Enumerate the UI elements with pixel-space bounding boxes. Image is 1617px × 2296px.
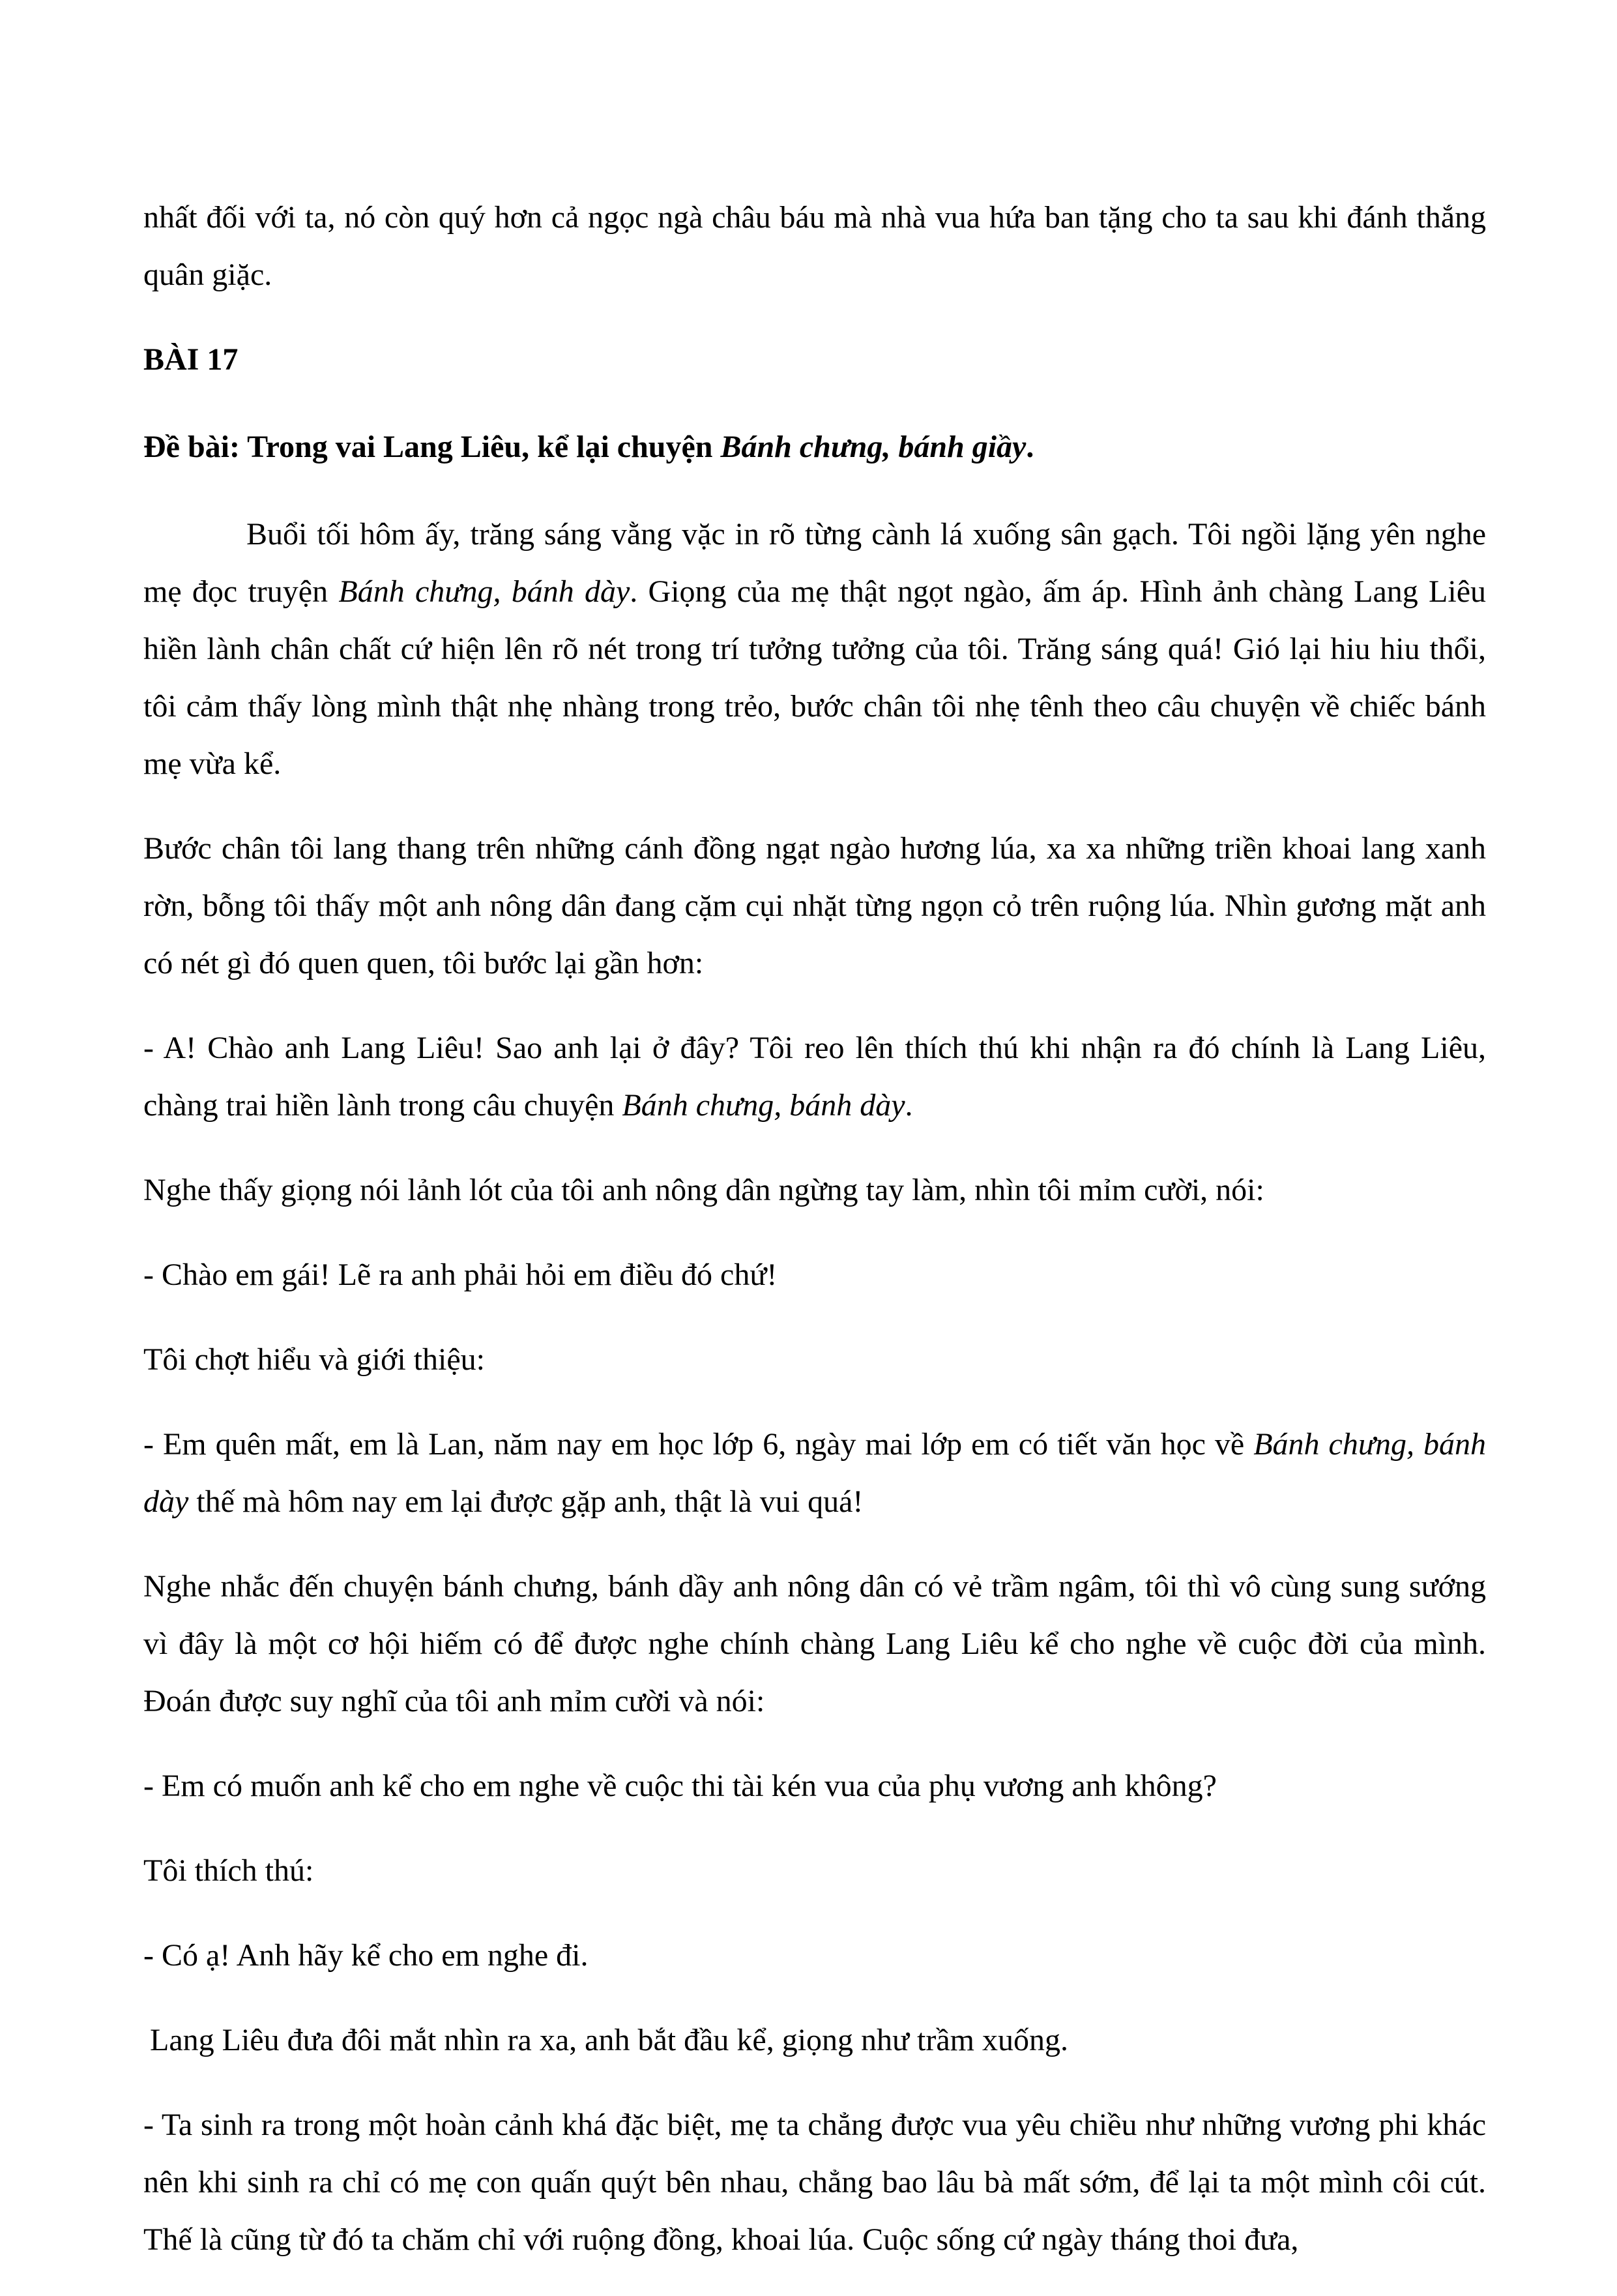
paragraph-story: - Ta sinh ra trong một hoàn cảnh khá đặc biệt, mẹ ta chẳng được vua yêu chiều như những vương phi khác nên khi sinh ra chỉ có mẹ con quấn quýt bên nhau, chẳng bao lâu bà mất sớm, để lại ta một mình côi cút. Thế là cũng từ đó ta chăm chỉ với ruộng đồng, khoai lúa. Cuộc sống cứ ngày tháng thoi đưa, (143, 2108, 1486, 2257)
paragraph-realize: Tôi chợt hiểu và giới thiệu: (143, 1342, 485, 1377)
introduction-text-2: thế mà hôm nay em lại được gặp anh, thật là vui quá! (188, 1484, 864, 1519)
introduction-title: Bánh chưng, bánh dày (143, 1427, 1487, 1519)
paragraph-question: - Em có muốn anh kể cho em nghe về cuộc thi tài kén vua của phụ vương anh không? (143, 1769, 1217, 1803)
introduction-text-1: - Em quên mất, em là Lan, năm nay em học lớp 6, ngày mai lớp em có tiết văn học về (143, 1427, 1254, 1462)
paragraph-fields: Bước chân tôi lang thang trên những cánh đồng ngạt ngào hương lúa, xa xa những triền khoai lang xanh rờn, bỗng tôi thấy một anh nông dân đang cặm cụi nhặt từng ngọn cỏ trên ruộng lúa. Nhìn gương mặt anh có nét gì đó quen quen, tôi bước lại gần hơn: (143, 831, 1486, 980)
paragraph-reply: - Chào em gái! Lẽ ra anh phải hỏi em điều đó chứ! (143, 1258, 778, 1292)
prompt-text: Đề bài: Trong vai Lang Liêu, kể lại chuyện (143, 430, 721, 464)
greeting-text-2: . (905, 1088, 913, 1123)
paragraph-reply-intro: Nghe thấy giọng nói lảnh lót của tôi anh nông dân ngừng tay làm, nhìn tôi mỉm cười, nói: (143, 1173, 1264, 1207)
document-page (143, 189, 1486, 2296)
intro-text-2: . Giọng của mẹ thật ngọt ngào, ấm áp. Hình ảnh chàng Lang Liêu hiền lành chân chất cứ hiện lên rõ nét trong trí tưởng tưởng của tôi. Trăng sáng quá! Gió lại hiu hiu thổi, tôi cảm thấy lòng mình thật nhẹ nhàng trong trẻo, bước chân tôi nhẹ tênh theo câu chuyện về chiếc bánh mẹ vừa kể. (143, 574, 1487, 781)
assignment-prompt (143, 419, 1486, 476)
lesson-heading: BÀI 17 (143, 342, 239, 377)
paragraph-begin-story: Lang Liêu đưa đôi mắt nhìn ra xa, anh bắt đầu kể, giọng như trầm xuống. (150, 2023, 1069, 2057)
paragraph-excited: Tôi thích thú: (143, 1853, 314, 1888)
greeting-text-1: - A! Chào anh Lang Liêu! Sao anh lại ở đây? Tôi reo lên thích thú khi nhận ra đó chính là Lang Liêu, chàng trai hiền lành trong câu chuyện (143, 1031, 1486, 1123)
prompt-end: . (1026, 430, 1034, 464)
paragraph-continuation: nhất đối với ta, nó còn quý hơn cả ngọc ngà châu báu mà nhà vua hứa ban tặng cho ta sau khi đánh thắng quân giặc. (143, 200, 1486, 292)
intro-text-1: Buổi tối hôm ấy, trăng sáng vằng vặc in rõ từng cành lá xuống sân gạch. Tôi ngồi lặng yên nghe mẹ đọc truyện (143, 517, 1486, 609)
prompt-title: Bánh chưng, bánh giầy (720, 430, 1027, 464)
paragraph-introduction (143, 1416, 1486, 1531)
paragraph-request: - Có ạ! Anh hãy kể cho em nghe đi. (143, 1938, 589, 1973)
greeting-title: Bánh chưng, bánh dày (622, 1088, 905, 1123)
paragraph-intro (143, 506, 1486, 793)
paragraph-greeting (143, 1020, 1486, 1134)
intro-title: Bánh chưng, bánh dày (338, 574, 630, 609)
paragraph-ponder: Nghe nhắc đến chuyện bánh chưng, bánh dầy anh nông dân có vẻ trầm ngâm, tôi thì vô cùng sung sướng vì đây là một cơ hội hiếm có để được nghe chính chàng Lang Liêu kể cho nghe về cuộc đời của mình. Đoán được suy nghĩ của tôi anh mỉm cười và nói: (143, 1569, 1486, 1718)
